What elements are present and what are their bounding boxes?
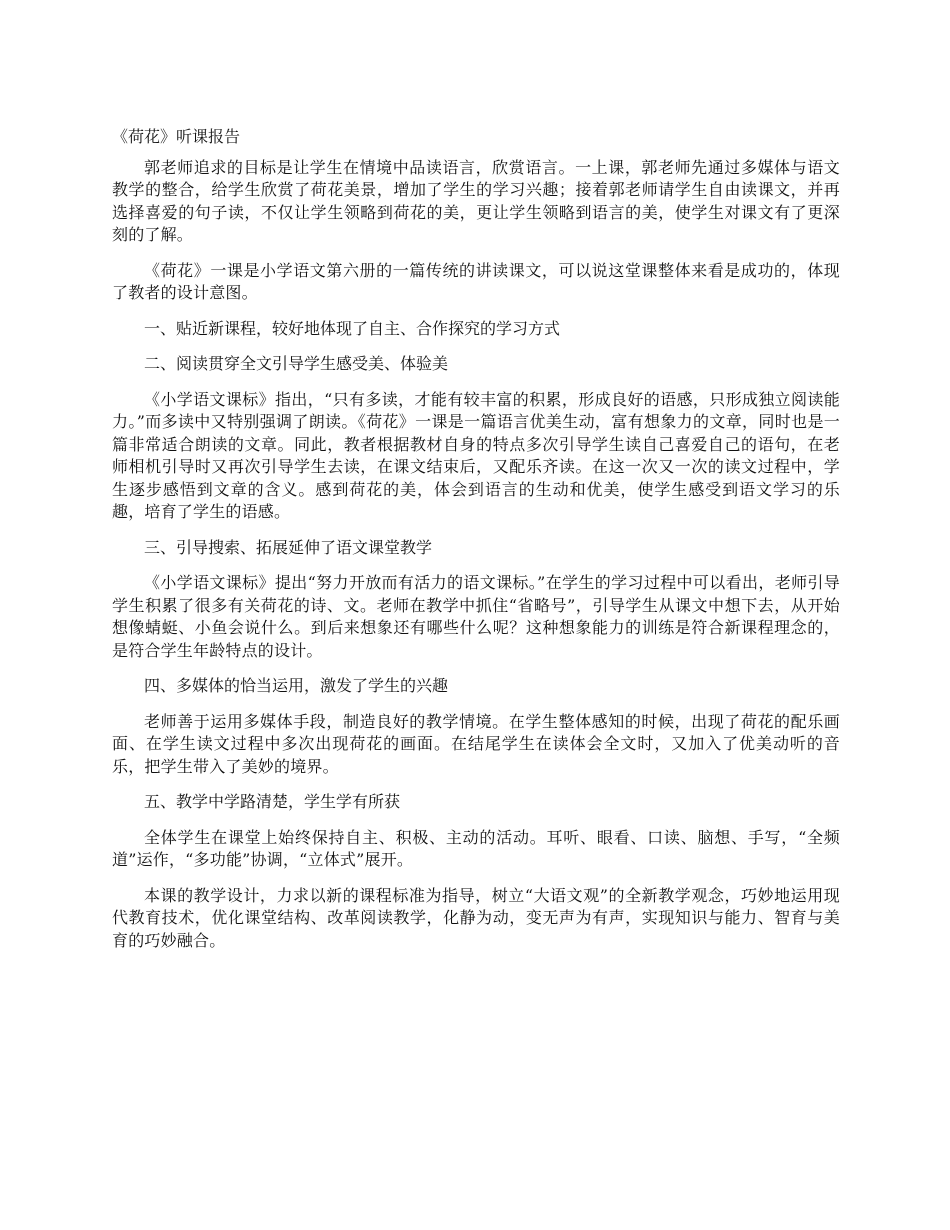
paragraph-overview: 《荷花》一课是小学语文第六册的一篇传统的讲读课文，可以说这堂课整体来看是成功的，体现了教者的设计意图。 xyxy=(112,260,840,302)
section-heading-1: 一、贴近新课程，较好地体现了自主、合作探究的学习方式 xyxy=(144,318,561,338)
section-heading-3: 三、引导搜索、拓展延伸了语文课堂教学 xyxy=(144,537,433,557)
document-title: 《荷花》听课报告 xyxy=(112,127,241,146)
paragraph-multimedia: 老师善于运用多媒体手段，制造良好的教学情境。在学生整体感知的时候，出现了荷花的配乐画面、在学生读文过程中多次出现荷花的画面。在结尾学生在读体会全文时，又加入了优美动听的音乐，把学生带入了美妙的境界。 xyxy=(112,711,840,776)
paragraph-reading: 《小学语文课标》指出，“只有多读，才能有较丰富的积累，形成良好的语感，只形成独立阅读能力。”而多读中又特别强调了朗读。《荷花》一课是一篇语言优美生动，富有想象力的文章，同时也是一篇非常适合朗读的文章。同此，教者根据教材自身的特点多次引导学生读自己喜爱自己的语句，在老师相机引导时又再次引导学生去读，在课文结束后，又配乐齐读。在这一次又一次的读文过程中，学生逐步感悟到文章的含义。感到荷花的美，体会到语言的生动和优美，使学生感受到语文学习的乐趣，培育了学生的语感。 xyxy=(112,389,840,521)
section-heading-5: 五、教学中学路清楚，学生学有所获 xyxy=(144,792,401,811)
document-page xyxy=(112,126,840,965)
section-heading-2: 二、阅读贯穿全文引导学生感受美、体验美 xyxy=(144,354,449,373)
paragraph-activity: 全体学生在课堂上始终保持自主、积极、主动的活动。耳听、眼看、口读、脑想、手写，“全频道”运作，“多功能”协调，“立体式”展开。 xyxy=(112,827,840,869)
paragraph-conclusion: 本课的教学设计，力求以新的课程标准为指导，树立“大语文观”的全新教学观念，巧妙地运用现代教育技术，优化课堂结构、改革阅读教学，化静为动，变无声为有声，实现知识与能力、智育与美育的巧妙融合。 xyxy=(112,885,840,950)
section-heading-4: 四、多媒体的恰当运用，激发了学生的兴趣 xyxy=(144,676,449,695)
paragraph-intro: 郭老师追求的目标是让学生在情境中品读语言，欣赏语言。一上课，郭老师先通过多媒体与语文教学的整合，给学生欣赏了荷花美景，增加了学生的学习兴趣；接着郭老师请学生自由读课文，并再选择喜爱的句子读，不仅让学生领略到荷花的美，更让学生领略到语言的美，使学生对课文有了更深刻的了解。 xyxy=(112,157,840,244)
paragraph-extension: 《小学语文课标》提出“努力开放而有活力的语文课标。”在学生的学习过程中可以看出，老师引导学生积累了很多有关荷花的诗、文。老师在教学中抓住“省略号”，引导学生从课文中想下去，从开始想像蜻蜓、小鱼会说什么。到后来想象还有哪些什么呢？这种想象能力的训练是符合新课程理念的，是符合学生年龄特点的设计。 xyxy=(112,573,840,660)
